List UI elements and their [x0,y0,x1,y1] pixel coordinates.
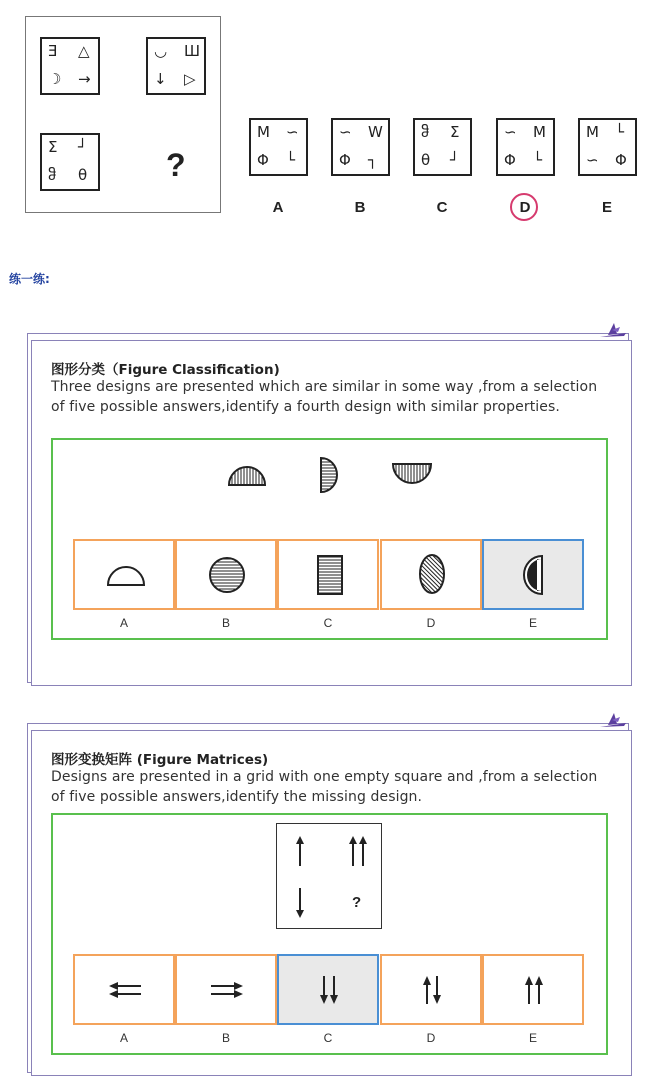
example-option-c[interactable] [413,118,472,176]
grid-symbol: θ [78,166,88,184]
grid-symbol: → [78,70,91,88]
half-filled-semicircle-shape [520,553,550,597]
card2-option-e[interactable] [482,954,584,1025]
grid-symbol: Ǝ [48,42,58,60]
example-option-e[interactable] [578,118,637,176]
striped-circle-shape [207,555,247,595]
up-down-arrows-icon [421,974,443,1008]
option-symbol: M [257,123,270,141]
option-symbol: θ [421,151,431,169]
hatched-ellipse-shape [417,551,447,597]
grid-cell-2 [146,37,206,95]
option-symbol: M [586,123,599,141]
option-symbol: M [533,123,546,141]
card1-option-a[interactable] [73,539,175,610]
arrow-up-icon [293,834,307,868]
card2-description-line2: of five possible answers,identify the missing design. [51,789,423,805]
card1-description-line1: Three designs are presented which are similar in some way ,from a selection [51,379,598,395]
question-mark: ? [166,147,186,183]
card1-option-label: E [528,616,537,630]
striped-rectangle-shape [315,553,345,597]
witch-icon [598,711,628,733]
card2-option-b[interactable] [175,954,277,1025]
grid-symbol: ჵ [48,166,57,184]
semicircle-shape [105,559,147,589]
grid-symbol: ◡ [154,42,168,60]
grid-symbol: △ [78,42,90,60]
card2-matrix [276,823,382,929]
card1-question-shape-1 [225,455,269,489]
card1-option-label: B [221,616,230,630]
option-symbol: └ [286,151,296,169]
double-arrow-right-icon [209,978,245,1002]
example-option-label: B [354,199,366,216]
grid-cell-1 [40,37,100,95]
card1-option-label: A [119,616,128,630]
option-symbol: └ [533,151,543,169]
double-arrow-down-icon [318,974,340,1008]
card2-option-a[interactable] [73,954,175,1025]
card2-option-label: D [426,1031,436,1045]
example-option-a[interactable] [249,118,308,176]
card2-option-label: E [528,1031,537,1045]
card2-option-label: B [221,1031,230,1045]
card2-title: 图形变换矩阵 (Figure Matrices) [51,752,269,768]
card1-option-c[interactable] [277,539,379,610]
card1-option-label: D [426,616,436,630]
option-symbol: └ [615,123,625,141]
grid-symbol: ▷ [184,70,196,88]
card1-option-b[interactable] [175,539,277,610]
card2-description-line1: Designs are presented in a grid with one empty square and ,from a selection [51,769,598,785]
option-symbol: ┘ [450,151,460,169]
option-symbol: Φ [504,151,516,169]
grid-symbol: ☽ [48,70,62,88]
grid-symbol: Ш [184,42,201,60]
grid-symbol: ┘ [78,138,88,156]
card1-option-label: C [323,616,333,630]
option-symbol: ∽ [339,123,352,141]
double-arrow-up-icon [347,834,369,868]
option-symbol: Φ [339,151,351,169]
example-option-label: E [601,199,612,216]
option-symbol: ∽ [286,123,299,141]
option-symbol: W [368,123,383,141]
double-arrow-left-icon [107,978,143,1002]
card2-option-d[interactable] [380,954,482,1025]
example-option-d[interactable] [496,118,555,176]
option-symbol: Φ [257,151,269,169]
option-symbol: Σ [450,123,460,141]
practice-label: 练一练: [9,272,50,286]
card1-title: 图形分类（Figure Classification) [51,362,280,378]
example-option-label: A [272,199,284,216]
card2-option-c[interactable] [277,954,379,1025]
grid-symbol: Σ [48,138,58,156]
example-grid-frame [25,16,221,213]
option-symbol: ჵ [421,123,430,141]
card1-question-shape-2 [316,455,346,495]
grid-symbol: ↓ [154,70,167,88]
answer-circle-icon [510,193,538,221]
option-symbol: ∽ [504,123,517,141]
arrow-down-icon [293,886,307,920]
example-option-b[interactable] [331,118,390,176]
example-option-label: D [519,199,531,216]
option-symbol: ┐ [368,151,378,169]
card1-option-d[interactable] [380,539,482,610]
card1 [31,340,632,686]
card2-option-label: A [119,1031,128,1045]
example-option-label: C [436,199,448,216]
card2-option-label: C [323,1031,333,1045]
card1-description-line2: of five possible answers,identify a fourth design with similar properties. [51,399,560,415]
matrix-question-mark: ? [352,894,362,911]
option-symbol: Φ [615,151,627,169]
grid-cell-3 [40,133,100,191]
card1-option-e[interactable] [482,539,584,610]
double-arrow-up-icon [523,974,545,1008]
option-symbol: ∽ [586,151,599,169]
card1-question-shape-3 [389,460,435,490]
witch-icon [598,321,628,343]
